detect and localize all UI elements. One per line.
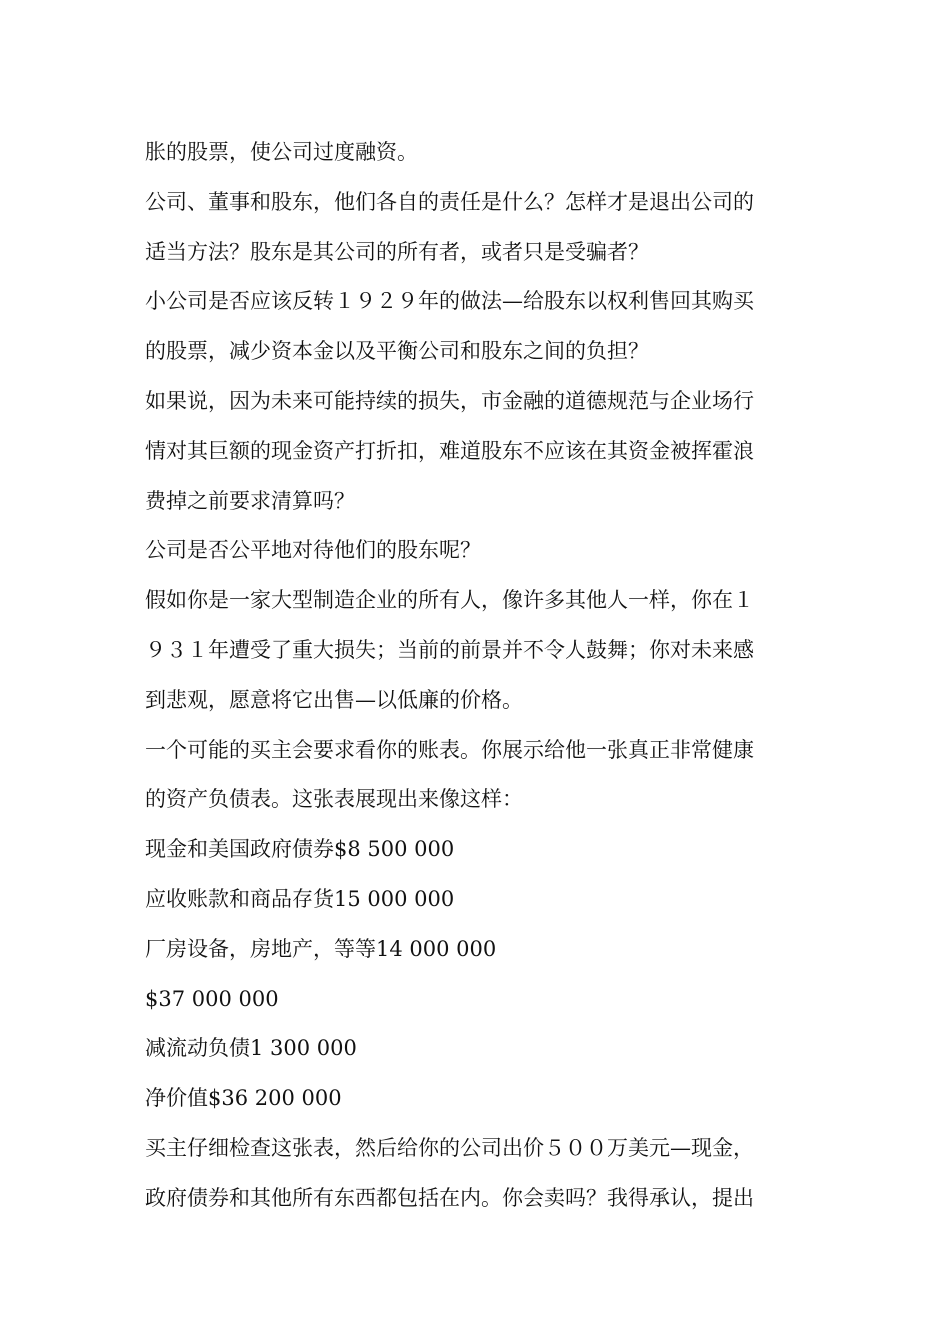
text-line: 假如你是一家大型制造企业的所有人，像许多其他人一样，你在１ — [145, 588, 754, 613]
text-line: 如果说，因为未来可能持续的损失，市金融的道德规范与企业场行 — [145, 388, 754, 413]
text-line: 政府债券和其他所有东西都包括在内。你会卖吗？我得承认，提出 — [145, 1185, 754, 1210]
text-line: 的股票，减少资本金以及平衡公司和股东之间的负担？ — [145, 339, 649, 364]
document-body — [145, 128, 805, 1224]
text-line: 情对其巨额的现金资产打折扣，难道股东不应该在其资金被挥霍浪 — [145, 438, 754, 463]
balance-sheet-line: 净价值$36 200 000 — [145, 1086, 342, 1111]
text-line: 到悲观，愿意将它出售—以低廉的价格。 — [145, 687, 523, 712]
balance-sheet-line: 现金和美国政府债券$8 500 000 — [145, 837, 455, 862]
balance-sheet-line: 应收账款和商品存货15 000 000 — [145, 886, 455, 911]
text-line: 的资产负债表。这张表展现出来像这样： — [145, 787, 523, 812]
text-line: 适当方法？股东是其公司的所有者，或者只是受骗者？ — [145, 239, 649, 264]
text-line: 小公司是否应该反转１９２９年的做法—给股东以权利售回其购买 — [145, 289, 754, 314]
text-line: 费掉之前要求清算吗？ — [145, 488, 355, 513]
text-line: ９３１年遭受了重大损失；当前的前景并不令人鼓舞；你对未来感 — [145, 637, 754, 662]
text-line: 买主仔细检查这张表，然后给你的公司出价５００万美元—现金， — [145, 1135, 754, 1160]
text-line: 一个可能的买主会要求看你的账表。你展示给他一张真正非常健康 — [145, 737, 754, 762]
balance-sheet-line: 厂房设备，房地产，等等14 000 000 — [145, 936, 497, 961]
balance-sheet-line: $37 000 000 — [145, 986, 279, 1011]
balance-sheet-line: 减流动负债1 300 000 — [145, 1036, 357, 1061]
text-line: 胀的股票，使公司过度融资。 — [145, 140, 418, 164]
text-line: 公司、董事和股东，他们各自的责任是什么？怎样才是退出公司的 — [145, 189, 754, 214]
text-line: 公司是否公平地对待他们的股东呢？ — [145, 538, 481, 563]
